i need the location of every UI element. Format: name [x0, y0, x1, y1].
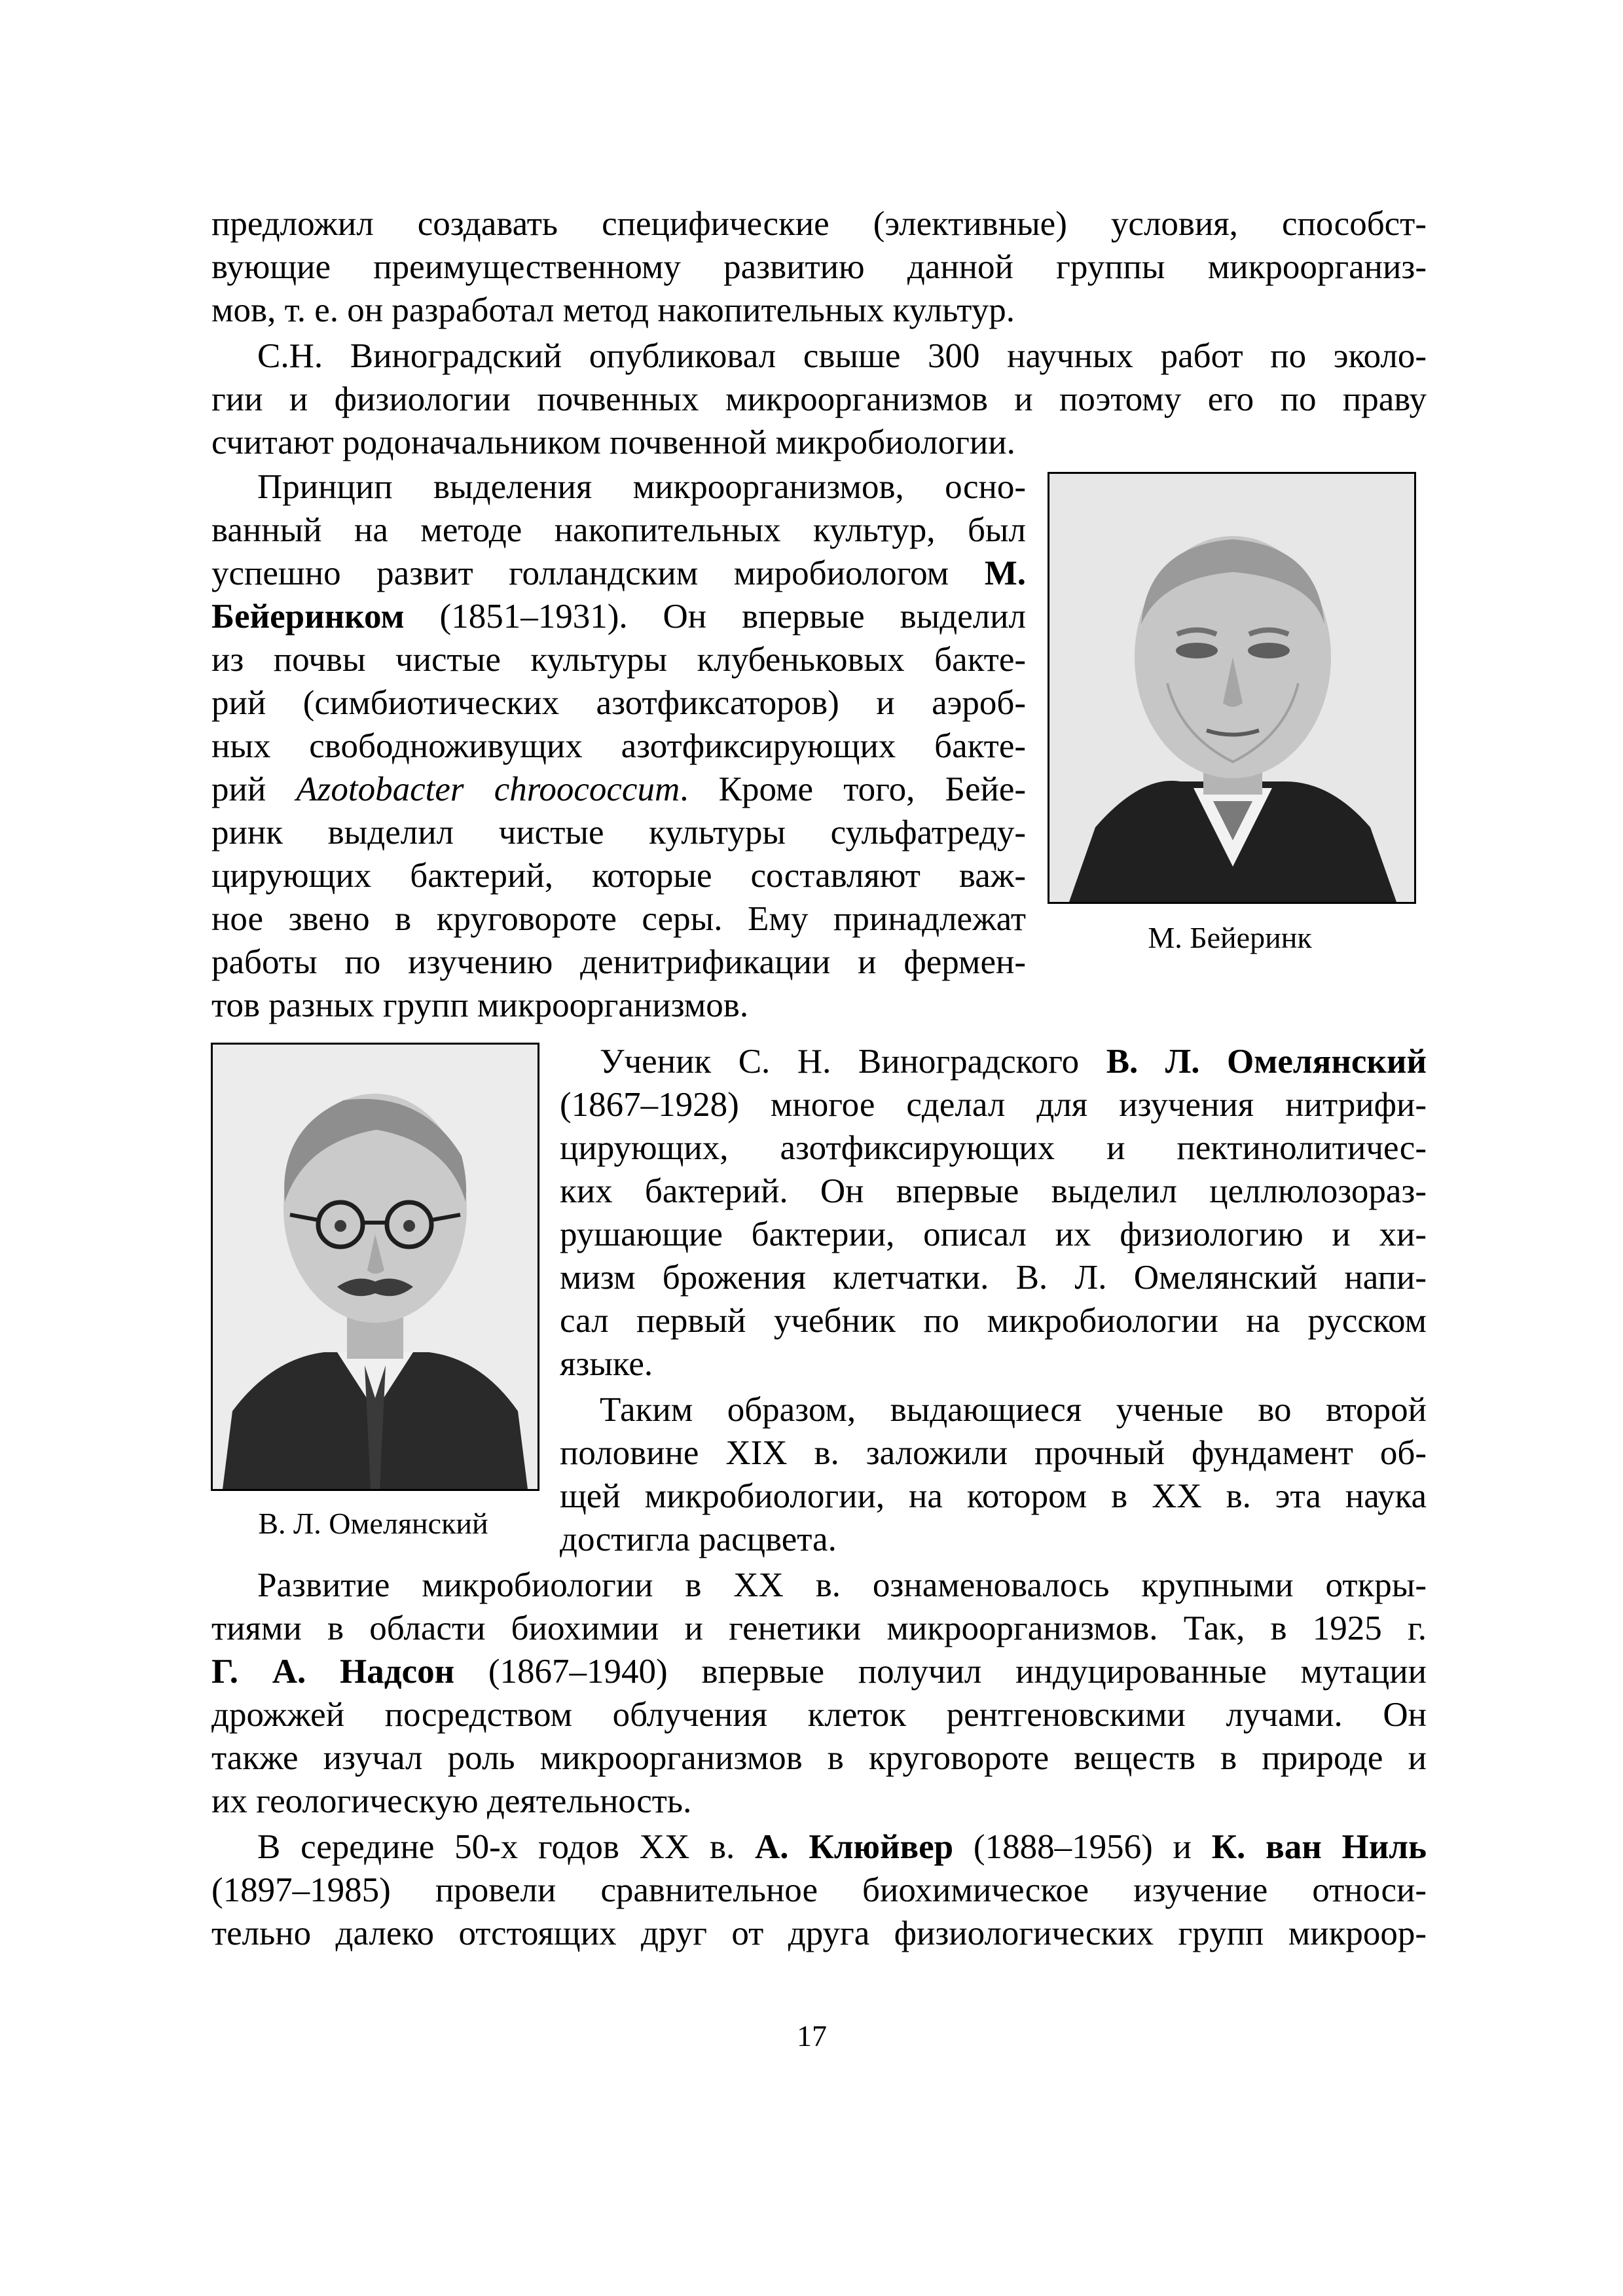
text-line: ное звено в круговороте серы. Ему принадлежат: [211, 900, 1026, 938]
text-line: ванный на методе накопительных культур, был: [211, 511, 1026, 549]
page-number: 17: [797, 2019, 827, 2053]
text-line: вующие преимущественному развитию данной группы микроорганиз-: [211, 248, 1427, 286]
text-line: ных свободноживущих азотфиксирующих бакте-: [211, 727, 1026, 765]
text-line: тельно далеко отстоящих друг от друга физиологических групп микроор-: [211, 1914, 1427, 1952]
text-line: предложил создавать специфические (элективные) условия, способст-: [211, 205, 1427, 243]
text-line: тиями в области биохимии и генетики микроорганизмов. Так, в 1925 г.: [211, 1609, 1427, 1647]
text-line: (1867–1928) многое сделал для изучения нитрифи-: [560, 1086, 1427, 1124]
text-line: В середине 50-х годов XX в. А. Клюйвер (1888–1956) и К. ван Ниль: [257, 1828, 1427, 1866]
text-line: половине XIX в. заложили прочный фундамент об-: [560, 1434, 1427, 1472]
text-line: ринк выделил чистые культуры сульфатреду-: [211, 814, 1026, 852]
text-line: цирующих бактерий, которые составляют важ-: [211, 857, 1026, 895]
beijerinck-caption: М. Бейеринк: [1148, 921, 1312, 954]
text-line: из почвы чистые культуры клубеньковых бакте-: [211, 641, 1026, 679]
text-line: гии и физиологии почвенных микроорганизмов и поэтому его по праву: [211, 380, 1427, 418]
text-line: С.Н. Виноградский опубликовал свыше 300 научных работ по эколо-: [257, 337, 1427, 375]
text-line: щей микробиологии, на котором в XX в. эта наука: [560, 1477, 1427, 1515]
bold-name: К. ван Ниль: [1211, 1828, 1427, 1866]
text-line: Развитие микробиологии в XX в. ознаменовалось крупными откры-: [257, 1566, 1427, 1604]
text-line: мов, т. е. он разработал метод накопительных культур.: [211, 291, 1015, 329]
bold-name: Г. А. Надсон: [211, 1653, 455, 1691]
text-line: цирующих, азотфиксирующих и пектинолитичес-: [560, 1129, 1427, 1167]
bold-name: М.: [984, 554, 1027, 592]
bold-name: В. Л. Омелянский: [1106, 1043, 1427, 1081]
omelyansky-caption: В. Л. Омелянский: [258, 1507, 488, 1540]
bold-name: Бейеринком: [211, 598, 405, 636]
text-line: достигла расцвета.: [560, 1520, 837, 1558]
text-line: Ученик С. Н. Виноградского В. Л. Омелянский: [600, 1043, 1427, 1081]
text-line: тов разных групп микроорганизмов.: [211, 986, 749, 1024]
species-name: Azotobacter chroococcum: [296, 770, 680, 808]
beijerinck-portrait: [1048, 472, 1416, 904]
text-line: рий Azotobacter chroococcum. Кроме того, Бейе-: [211, 770, 1027, 808]
text-line: сал первый учебник по микробиологии на русском: [560, 1302, 1427, 1340]
text-line: считают родоначальником почвенной микробиологии.: [211, 423, 1015, 461]
text-line: работы по изучению денитрификации и фермен-: [211, 943, 1026, 981]
text-line: Таким образом, выдающиеся ученые во второй: [600, 1391, 1427, 1429]
text-line: Принцип выделения микроорганизмов, осно-: [257, 468, 1026, 506]
bold-name: А. Клюйвер: [755, 1828, 954, 1866]
text-line: также изучал роль микроорганизмов в круговороте веществ в природе и: [211, 1739, 1427, 1777]
text-line: Г. А. Надсон (1867–1940) впервые получил индуцированные мутации: [211, 1653, 1427, 1691]
text-line: их геологическую деятельность.: [211, 1782, 692, 1820]
omelyansky-portrait: [211, 1043, 539, 1491]
text-line: рушающие бактерии, описал их физиологию и хи-: [560, 1215, 1427, 1253]
text-line: (1897–1985) провели сравнительное биохимическое изучение относи-: [211, 1871, 1427, 1909]
text-line: дрожжей посредством облучения клеток рентгеновскими лучами. Он: [211, 1696, 1427, 1734]
text-line: рий (симбиотических азотфиксаторов) и аэроб-: [211, 684, 1026, 722]
text-line: языке.: [560, 1345, 653, 1383]
text-line: мизм брожения клетчатки. В. Л. Омелянский напи-: [560, 1259, 1427, 1297]
text-line: успешно развит голландским миробиологом М.: [211, 554, 1027, 592]
text-line: Бейеринком (1851–1931). Он впервые выделил: [211, 598, 1026, 636]
text-line: ких бактерий. Он впервые выделил целлюлозораз-: [560, 1172, 1427, 1210]
